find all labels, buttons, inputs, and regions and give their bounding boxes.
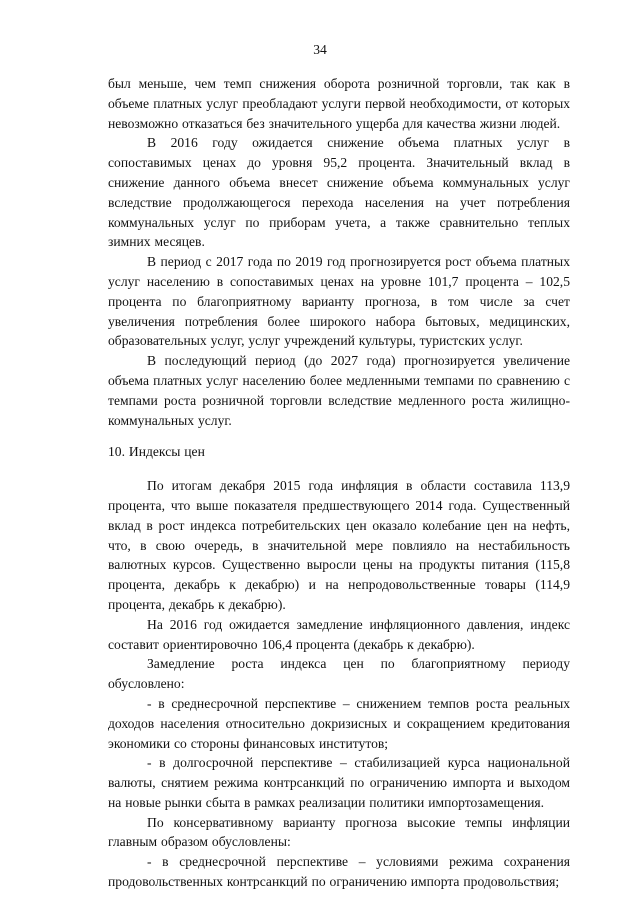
page-number: 34 — [313, 42, 327, 57]
list-item: - в среднесрочной перспективе – снижением темпов роста реальных доходов населения относительно докризисных и сокращением кредитования экономики со стороны финансовых институтов; — [108, 695, 570, 751]
paragraph: В 2016 году ожидается снижение объема платных услуг в сопоставимых ценах до уровня 95,2 процента. Значительный вклад в снижение данного объема внесет снижение объема коммунальных услуг вследствие продолжающегося перехода населения на учет потребления коммунальных услуг по приборам учета, а также сравнительно теплых зимних месяцев. — [108, 135, 570, 250]
paragraph: На 2016 год ожидается замедление инфляционного давления, индекс составит ориентировочно 106,4 процента (декабрь к декабрю). — [108, 616, 570, 652]
paragraph-continuation: был меньше, чем темп снижения оборота розничной торговли, так как в объеме платных услуг преобладают услуги первой необходимости, от которых невозможно отказаться без значительного ущерба для качества жизни людей. — [108, 76, 570, 131]
paragraph: По консервативному варианту прогноза высокие темпы инфляции главным образом обусловлены: — [108, 814, 570, 850]
list-item: - в среднесрочной перспективе – условиями режима сохранения продовольственных контрсанкций по ограничению импорта продовольствия; — [108, 854, 570, 890]
paragraph: По итогам декабря 2015 года инфляция в области составила 113,9 процента, что выше показателя предшествующего 2014 года. Существенный вклад в рост индекса потребительских цен оказало колебание цен на нефть, что, в свою очередь, в значительной мере повлияло на нестабильность валютных курсов. Существенно выросли цены на продукты питания (115,8 процента, декабрь к декабрю) и на непродовольственные товары (114,9 процента, декабрь к декабрю). — [108, 478, 570, 612]
section-heading: 10. Индексы цен — [108, 444, 205, 460]
paragraph: В последующий период (до 2027 года) прогнозируется увеличение объема платных услуг населению более медленными темпами по сравнению с темпами роста розничной торговли вследствие медленного роста жилищно-коммунальных услуг. — [108, 353, 570, 428]
document-body — [108, 74, 570, 892]
paragraph: В период с 2017 года по 2019 год прогнозируется рост объема платных услуг населению в сопоставимых ценах на уровне 101,7 процента – 102,5 процента по благоприятному варианту прогноза, в том числе за счет увеличения потребления более широкого набора бытовых, медицинских, образовательных услуг, услуг учреждений культуры, туристских услуг. — [108, 254, 570, 349]
paragraph: Замедление роста индекса цен по благоприятному периоду обусловлено: — [108, 656, 570, 692]
list-item: - в долгосрочной перспективе – стабилизацией курса национальной валюты, снятием режима контрсанкций по ограничению импорта и выходом на новые рынки сбыта в рамках реализации политики импортозамещения. — [108, 755, 570, 810]
